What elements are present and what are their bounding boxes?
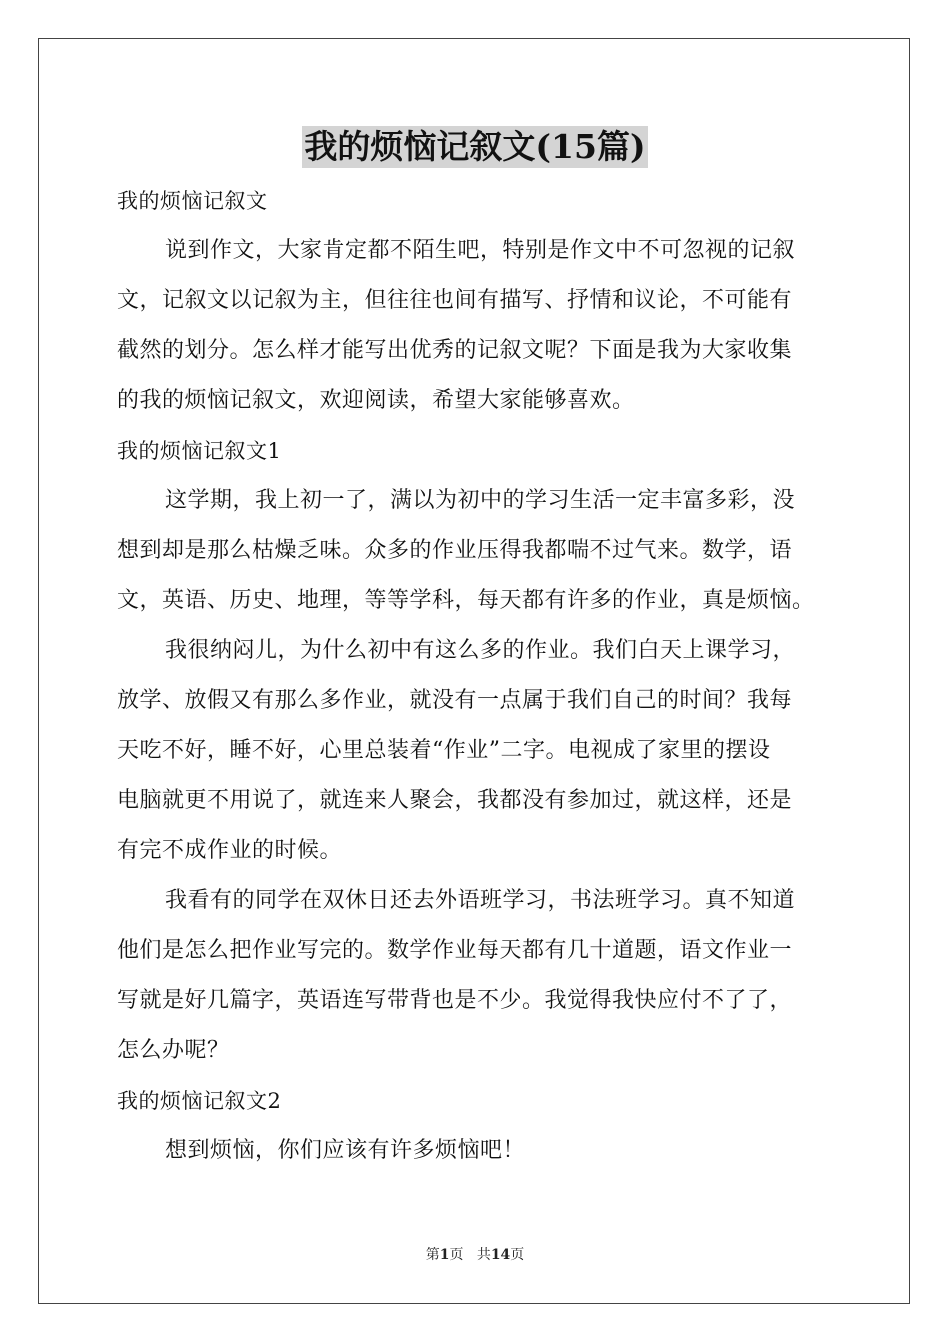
section-heading: 我的烦恼记叙文 — [117, 189, 268, 213]
paragraph-line: 有完不成作业的时候。 — [117, 838, 343, 863]
page-footer — [0, 1245, 950, 1265]
paragraph-line: 电脑就更不用说了，就连来人聚会，我都没有参加过，就这样，还是 — [117, 788, 793, 813]
paragraph-line: 放学、放假又有那么多作业，就没有一点属于我们自己的时间？我每 — [117, 688, 793, 713]
page-prefix: 第 — [425, 1247, 440, 1263]
paragraph-line: 文，英语、历史、地理，等等学科，每天都有许多的作业，真是烦恼。 — [117, 588, 815, 613]
paragraph-line: 文，记叙文以记叙为主，但往往也间有描写、抒情和议论，不可能有 — [117, 288, 793, 313]
paragraph-line: 天吃不好，睡不好，心里总装着“作业”二字。电视成了家里的摆设 — [117, 738, 771, 763]
page-number: 1 — [439, 1247, 450, 1263]
section-heading: 我的烦恼记叙文2 — [117, 1089, 282, 1113]
paragraph-line: 他们是怎么把作业写完的。数学作业每天都有几十道题，语文作业一 — [117, 938, 793, 963]
paragraph-line: 我很纳闷儿，为什么初中有这么多的作业。我们白天上课学习， — [165, 638, 796, 663]
total-prefix: 共 — [476, 1247, 491, 1263]
paragraph-line: 写就是好几篇字，英语连写带背也是不少。我觉得我快应付不了了， — [117, 988, 793, 1013]
paragraph-line: 说到作文，大家肯定都不陌生吧，特别是作文中不可忽视的记叙 — [165, 238, 796, 263]
page-suffix: 页 — [449, 1247, 464, 1263]
total-suffix: 页 — [510, 1247, 525, 1263]
title-container — [0, 126, 950, 168]
paragraph-line: 怎么办呢？ — [117, 1038, 230, 1063]
paragraph-line: 这学期，我上初一了，满以为初中的学习生活一定丰富多彩，没 — [165, 488, 796, 513]
paragraph-line: 我看有的同学在双休日还去外语班学习，书法班学习。真不知道 — [165, 888, 796, 913]
document-title: 我的烦恼记叙文(15篇) — [304, 127, 646, 166]
section-heading: 我的烦恼记叙文1 — [117, 439, 282, 463]
total-pages: 14 — [490, 1247, 511, 1263]
paragraph-line: 截然的划分。怎么样才能写出优秀的记叙文呢？下面是我为大家收集 — [117, 338, 793, 363]
document-body — [117, 176, 835, 1176]
paragraph-line: 想到烦恼，你们应该有许多烦恼吧！ — [165, 1138, 526, 1163]
paragraph-line: 想到却是那么枯燥乏味。众多的作业压得我都喘不过气来。数学，语 — [117, 538, 793, 563]
paragraph-line: 的我的烦恼记叙文，欢迎阅读，希望大家能够喜欢。 — [117, 388, 635, 413]
